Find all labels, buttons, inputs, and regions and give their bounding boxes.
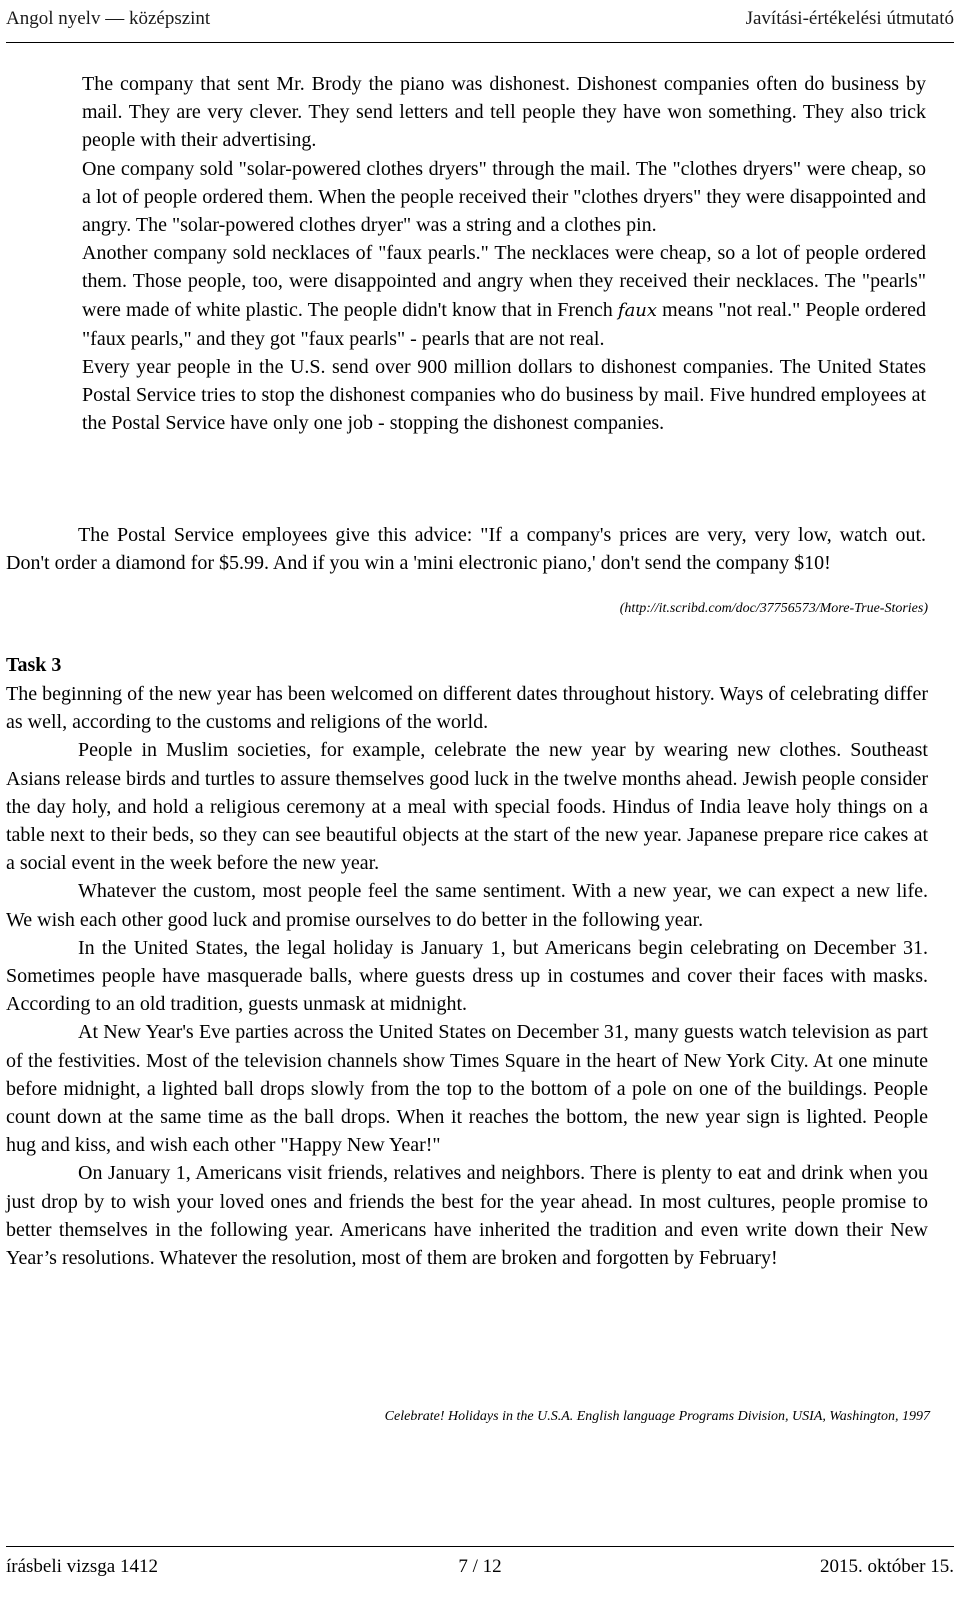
story-paragraph-3-text-b: means "not real." People ordered "faux pearls," and they got "faux pearls" - pearls that are not real. <box>82 298 926 350</box>
source-citation-1: (http://it.scribd.com/doc/37756573/More-True-Stories) <box>619 601 928 616</box>
task3-text <box>6 680 928 1272</box>
page-header <box>6 4 954 34</box>
footer-divider <box>6 1546 954 1547</box>
story-paragraph-3 <box>82 239 926 353</box>
footer-page-number: 7 / 12 <box>458 1556 502 1577</box>
task3-paragraph-6: On January 1, Americans visit friends, relatives and neighbors. There is plenty to eat and drink when you just drop by to wish your loved ones and friends the best for the year ahead. In most cultures, people promise to better themselves in the following year. Americans have inherited the tradition and even write down their New Year’s resolutions. Whatever the resolution, most of them are broken and forgotten by February! <box>6 1162 928 1270</box>
advice-section <box>6 521 926 577</box>
story-paragraph-1: The company that sent Mr. Brody the piano was dishonest. Dishonest companies often do business by mail. They are very clever. They send letters and tell people they have won something. They also trick people with their advertising. <box>82 73 926 152</box>
task3-paragraph-2: People in Muslim societies, for example, celebrate the new year by wearing new clothes. Southeast Asians release birds and turtles to assure themselves good luck in the twelve months ahead. Jewish people consider the day holy, and hold a religious ceremony at a meal with special foods. Hindus of India leave holy things on a table next to their beds, so they can see beautiful objects at the start of the new year. Japanese prepare rice cakes at a social event in the week before the new year. <box>6 739 928 875</box>
story-paragraph-3-text-a: Another company sold necklaces of "faux pearls." The necklaces were cheap, so a lot of people ordered them. Those people, too, were disappointed and angry when they received their necklaces. The "pearls" were made of white plastic. The people didn't know that in French <box>82 242 926 321</box>
task3-paragraph-5: At New Year's Eve parties across the United States on December 31, many guests watch television as part of the festivities. Most of the television channels show Times Square in the heart of New York City. At one minute before midnight, a lighted ball drops slowly from the top to the bottom of a pole on one of the buildings. People count down at the same time as the ball drops. When it reaches the bottom, the new year sign is lighted. People hug and kiss, and wish each other "Happy New Year!" <box>6 1021 928 1157</box>
story-section <box>82 70 926 438</box>
faux-word: faux <box>617 299 658 321</box>
footer-exam-code: írásbeli vizsga 1412 <box>6 1556 158 1577</box>
task3-paragraph-1: The beginning of the new year has been welcomed on different dates throughout history. Ways of celebrating differ as well, according to the customs and religions of the world. <box>6 683 928 734</box>
source-citation-2: Celebrate! Holidays in the U.S.A. English language Programs Division, USIA, Washington, 1997 <box>384 1409 930 1424</box>
task3-paragraph-3: Whatever the custom, most people feel the same sentiment. With a new year, we can expect a new life. We wish each other good luck and promise ourselves to do better in the following year. <box>6 880 928 931</box>
header-divider <box>6 42 954 43</box>
story-paragraph-2-text: One company sold "solar-powered clothes dryers" through the mail. The "clothes dryers" were cheap, so a lot of people ordered them. When the people received their "clothes dryers" they were disappointed and angry. The "solar-powered clothes dryer" was a string and a clothes pin. <box>82 157 926 237</box>
advice-paragraph: The Postal Service employees give this advice: "If a company's prices are very, very low, watch out. Don't order a diamond for $5.99. And if you win a 'mini electronic piano,' don't send the company $10! <box>6 524 926 575</box>
story-paragraph-4: Every year people in the U.S. send over 900 million dollars to dishonest companies. The United States Postal Service tries to stop the dishonest companies who do business by mail. Five hundred employees at the Postal Service have only one job - stopping the dishonest companies. <box>82 356 926 435</box>
task3-paragraph-4: In the United States, the legal holiday is January 1, but Americans begin celebrating on December 31. Sometimes people have masquerade balls, where guests dress up in costumes and cover their faces with masks. According to an old tradition, guests unmask at midnight. <box>6 936 928 1016</box>
task3-title: Task 3 <box>6 654 62 676</box>
header-subject: Angol nyelv — középszint <box>6 8 211 29</box>
footer-date: 2015. október 15. <box>819 1556 954 1577</box>
header-doc-type: Javítási-értékelési útmutató <box>745 8 954 29</box>
story-paragraph-2 <box>82 155 926 240</box>
